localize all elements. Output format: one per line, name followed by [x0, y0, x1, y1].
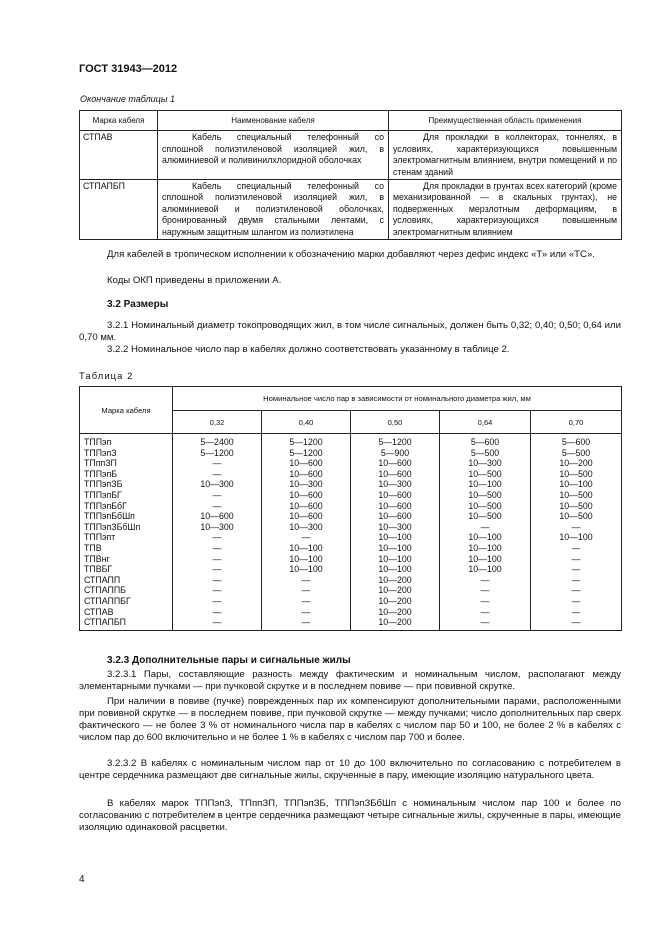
table2-values-column: [173, 434, 262, 631]
table2-value: —: [212, 595, 222, 606]
table2-value: —: [212, 585, 222, 596]
table2-value: 10—600: [289, 500, 323, 511]
table2-mark: ТППэпЗБбШп: [84, 521, 141, 532]
table2-value: —: [212, 564, 222, 575]
table2-value: —: [480, 585, 490, 596]
table2-value: 5—500: [470, 447, 500, 458]
table2-value: 5—2400: [200, 437, 234, 447]
paragraph-signal-marks: В кабелях марок ТППэпЗ, ТПппЗП, ТППэпЗБ, ТППэпЗБбШп с номинальным числом пар 100 и более по согласованию с потребителем в центре сердечника размещают четыре сигнальные жилы, скрученные в пары, имеющие изоляцию одинаковой расцветки.: [79, 798, 621, 833]
table2-value: 10—300: [200, 521, 234, 532]
table2-mark: ТППэпт: [84, 532, 116, 543]
table2-value: 5—1200: [200, 447, 234, 458]
table2-value: —: [212, 553, 222, 564]
table2-value: 10—100: [378, 542, 412, 553]
table2-value: —: [571, 574, 581, 585]
table1-mark: СТПАПБП: [80, 180, 158, 240]
table-row: [80, 131, 622, 180]
table2-mark: СТПАППБГ: [84, 595, 131, 606]
table2-value: —: [301, 617, 311, 628]
table2-value: —: [480, 521, 490, 532]
table2-value: —: [212, 489, 222, 500]
table2-value: 10—500: [468, 468, 502, 479]
table2-mark: ТПппЗП: [84, 458, 117, 469]
table2-mark: ТППэпБГ: [84, 489, 122, 500]
table2-value: 10—600: [378, 500, 412, 511]
table1-col-name: Наименование кабеля: [158, 111, 389, 131]
table2-value: —: [480, 617, 490, 628]
table2-value: 10—100: [289, 542, 323, 553]
table2-value: —: [480, 595, 490, 606]
table2-value: —: [571, 595, 581, 606]
table2-mark: ТПВнг: [84, 553, 110, 564]
table2-value: —: [301, 585, 311, 596]
table2-value: 10—500: [559, 489, 593, 500]
table2-value: —: [571, 553, 581, 564]
table2-caption: Таблица 2: [79, 370, 134, 381]
table2-value: 10—300: [468, 458, 502, 469]
table2-value: 10—200: [378, 606, 412, 617]
table2-value: 5—600: [470, 437, 500, 447]
table2-value: —: [480, 606, 490, 617]
table2-diameter: 0,64: [440, 411, 531, 434]
table2-mark: ТППэпЗБ: [84, 479, 123, 490]
table1-area: Для прокладки в коллекторах, тоннелях, в условиях, характеризующихся повышенным электромагнитным влиянием, внутри помещений и по стенам зданий: [389, 131, 622, 180]
table2-value: 10—100: [468, 479, 502, 490]
table2-value: 5—900: [380, 447, 410, 458]
table2-value: —: [571, 564, 581, 575]
table2-mark: ТППэпБбШп: [84, 511, 135, 522]
table2-value: 5—1200: [378, 437, 412, 447]
table2-mark: ТППэпЗ: [84, 447, 117, 458]
table2-value: 5—500: [561, 447, 591, 458]
table1-header-row: [80, 111, 622, 131]
table2-value: 10—600: [289, 458, 323, 469]
table2-value: 10—500: [468, 511, 502, 522]
page-number: 4: [79, 874, 85, 885]
section-3-2-3-title: 3.2.3 Дополнительные пары и сигнальные жилы: [107, 655, 351, 666]
table2-value: 10—600: [200, 511, 234, 522]
paragraph-okp: Коды ОКП приведены в приложении А.: [107, 275, 282, 286]
table2-value: —: [301, 606, 311, 617]
table2-value: 10—500: [468, 489, 502, 500]
table2-mark: СТПАППБ: [84, 585, 126, 596]
table2-value: 10—500: [559, 500, 593, 511]
table2-value: 10—100: [289, 564, 323, 575]
section-3-2-title: 3.2 Размеры: [107, 299, 169, 310]
table2-value: 10—500: [559, 468, 593, 479]
paragraph-3-2-3-1: 3.2.3.1 Пары, составляющие разность между фактическим и номинальным числом, располагают между элементарными пучками — при пучковой скрутке и в последнем повиве — при повивной скрутке.: [79, 669, 621, 692]
table2-value: 10—100: [378, 564, 412, 575]
table2-value: 10—600: [289, 468, 323, 479]
table2-value: 10—300: [200, 479, 234, 490]
table2-value: —: [212, 532, 222, 543]
table1-caption: Окончание таблицы 1: [80, 94, 175, 104]
table2-mark: СТПАПП: [84, 574, 121, 585]
table1-area: Для прокладки в грунтах всех категорий (кроме механизированной — в скальных грунтах), не подверженных мерзлотным деформациям, в условиях, характеризующихся повышенным электромагнитным влиянием: [389, 180, 622, 240]
table-2: [79, 386, 622, 631]
table2-mark: ТППэпБ: [84, 468, 118, 479]
table2-value: 10—200: [559, 458, 593, 469]
table2-value: 5—600: [561, 437, 591, 447]
table2-values-column: [262, 434, 351, 631]
table1-name: Кабель специальный телефонный со сплошной полиэтиленовой изоляцией жил, в алюминиевой и полиэтиленовой оболочках, бронированный двумя стальными лентами, с наружным защитным шлангом из полиэтилена: [158, 180, 389, 240]
table2-value: 10—100: [559, 479, 593, 490]
table2-value: 10—300: [289, 479, 323, 490]
table2-value: —: [571, 521, 581, 532]
table2-value: —: [571, 542, 581, 553]
table1-col-area: Преимущественная область применения: [389, 111, 622, 131]
table2-values-column: [351, 434, 440, 631]
table2-value: 10—100: [378, 553, 412, 564]
paragraph-3-2-1: 3.2.1 Номинальный диаметр токопроводящих жил, в том числе сигнальных, должен быть 0,32; 0,40; 0,50; 0,64 или 0,70 мм.: [79, 320, 621, 343]
table2-diameter: 0,70: [531, 411, 622, 434]
table-row: [80, 180, 622, 240]
table2-mark-column: [80, 434, 173, 631]
table2-col-group: Номинальное число пар в зависимости от номинального диаметра жил, мм: [173, 387, 622, 411]
table2-value: 5—1200: [289, 437, 323, 447]
table2-value: —: [212, 468, 222, 479]
table2-values-column: [440, 434, 531, 631]
table2-value: 10—300: [378, 479, 412, 490]
table2-value: —: [212, 500, 222, 511]
table2-value: 5—1200: [289, 447, 323, 458]
table2-value: —: [301, 595, 311, 606]
table2-mark: ТПВ: [84, 542, 102, 553]
table2-value: 10—600: [378, 511, 412, 522]
table2-value: 10—600: [378, 489, 412, 500]
table2-value: 10—200: [378, 585, 412, 596]
table1-name: Кабель специальный телефонный со сплошной полиэтиленовой изоляцией жил, в алюминиевой и поливинилхлоридной оболочках: [158, 131, 389, 180]
table1-col-mark: Марка кабеля: [80, 111, 158, 131]
table2-diameter: 0,32: [173, 411, 262, 434]
table2-value: —: [212, 606, 222, 617]
table2-value: 10—300: [378, 521, 412, 532]
paragraph-3-2-3-2: 3.2.3.2 В кабелях с номинальным числом пар от 10 до 100 включительно по согласованию с потребителем в центре сердечника размещают две сигнальные жилы, скрученные в пару, имеющие изоляцию натурального цвета.: [79, 758, 621, 781]
table2-value: —: [212, 542, 222, 553]
table2-value: 10—600: [378, 468, 412, 479]
paragraph-3-2-2: 3.2.2 Номинальное число пар в кабелях должно соответствовать указанному в таблице 2.: [107, 344, 510, 355]
table2-mark: ТППэп: [84, 437, 112, 447]
paragraph-tropical: Для кабелей в тропическом исполнении к обозначению марки добавляют через дефис индекс «Т» или «ТС».: [107, 249, 595, 260]
table2-mark: ТППэпБбГ: [84, 500, 127, 511]
table2-diameter: 0,40: [262, 411, 351, 434]
table2-value: —: [212, 574, 222, 585]
table2-mark: СТПАВ: [84, 606, 114, 617]
table2-value: —: [212, 458, 222, 469]
table2-value: 10—600: [289, 511, 323, 522]
table2-value: —: [571, 617, 581, 628]
table2-value: 10—600: [289, 489, 323, 500]
table2-value: —: [212, 617, 222, 628]
table2-value: 10—100: [289, 553, 323, 564]
table2-value: 10—200: [378, 574, 412, 585]
table2-mark: СТПАПБП: [84, 617, 126, 628]
table2-value: —: [571, 585, 581, 596]
table2-value: 10—100: [468, 553, 502, 564]
table2-value: 10—200: [378, 595, 412, 606]
table-1: [79, 110, 622, 240]
table2-value: 10—100: [378, 532, 412, 543]
table2-col-mark: Марка кабеля: [80, 387, 173, 434]
document-header: ГОСТ 31943—2012: [79, 63, 178, 75]
table2-value: 10—200: [378, 617, 412, 628]
table2-value: —: [301, 574, 311, 585]
table2-value: 10—600: [378, 458, 412, 469]
table2-value: 10—100: [468, 532, 502, 543]
table2-mark: ТПВБГ: [84, 564, 113, 575]
table2-value: —: [301, 532, 311, 543]
table2-value: 10—100: [468, 564, 502, 575]
table2-value: 10—500: [559, 511, 593, 522]
table2-value: —: [480, 574, 490, 585]
table2-value: 10—300: [289, 521, 323, 532]
table2-value: —: [571, 606, 581, 617]
table2-values-column: [531, 434, 622, 631]
paragraph-damaged-pairs: При наличии в повиве (пучке) поврежденных пар их компенсируют дополнительными парами, расположенными при повивной скрутке — в последнем повиве, при пучковой скрутке — между пучками; число дополнительных пар сверх фактического — не более 3 % от номинального числа пар в кабелях с числом пар 50 и 100, не более 2 % в кабелях с числом пар до 600 включительно и не более 1 % в кабелях с числом пар 700 и более.: [79, 696, 621, 743]
table2-value: 10—500: [468, 500, 502, 511]
table1-mark: СТПАВ: [80, 131, 158, 180]
table2-diameter: 0,50: [351, 411, 440, 434]
table2-value: 10—100: [468, 542, 502, 553]
table2-value: 10—100: [559, 532, 593, 543]
